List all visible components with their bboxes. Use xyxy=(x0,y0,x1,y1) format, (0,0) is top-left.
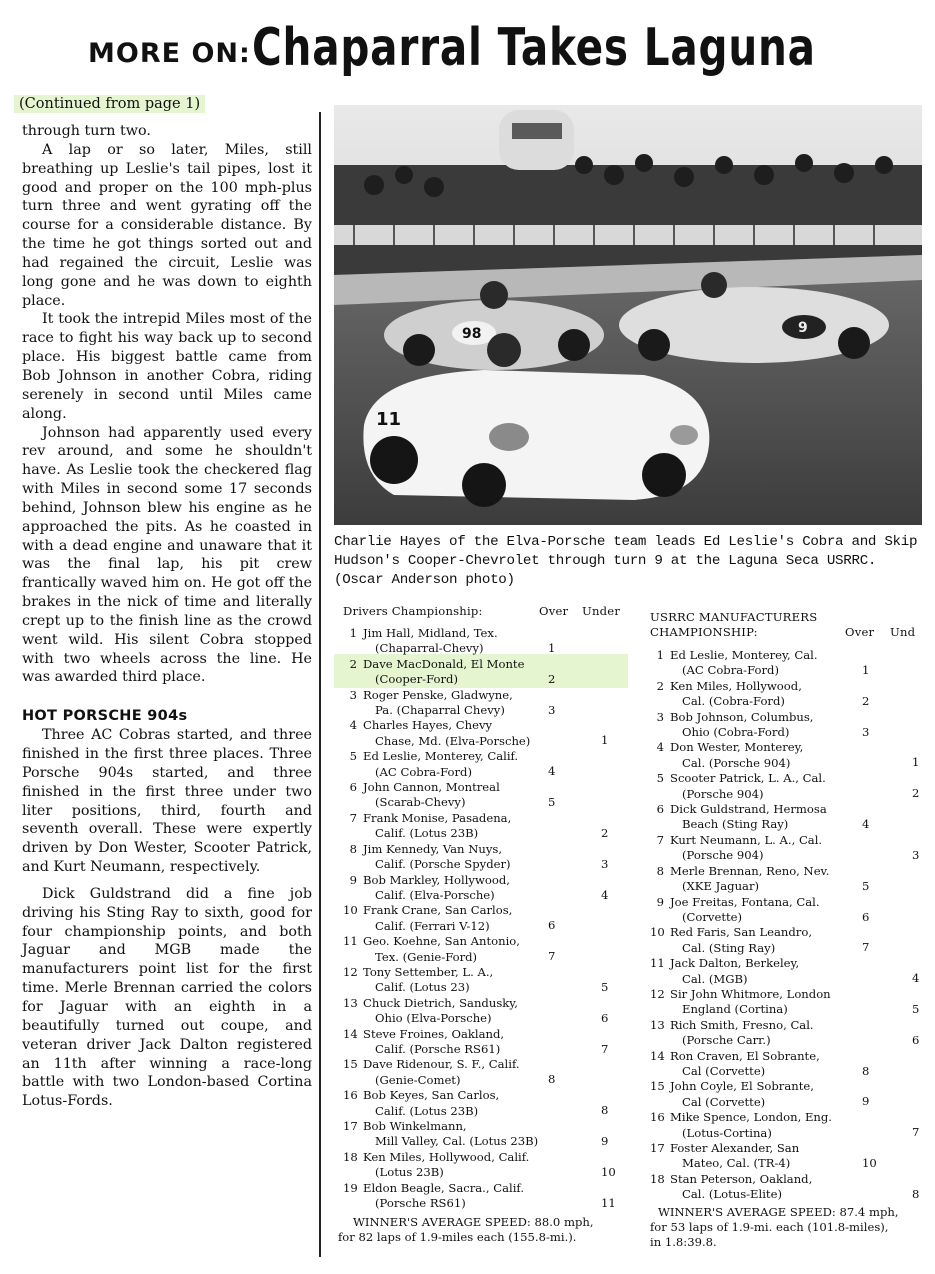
row-detail: Cal (Corvette) xyxy=(682,1063,766,1078)
row-name: Geo. Koehne, San Antonio, xyxy=(363,934,520,949)
row-detail: Pa. (Chaparral Chevy) xyxy=(375,703,505,718)
row-name: Stan Peterson, Oakland, xyxy=(670,1171,813,1186)
race-photo xyxy=(334,105,922,525)
under-points: 6 xyxy=(601,1010,609,1025)
table-row xyxy=(650,956,935,987)
over-points: 9 xyxy=(862,1094,870,1109)
row-detail: Calif. (Porsche RS61) xyxy=(375,1041,501,1056)
row-number: 7 xyxy=(656,832,664,847)
row-number: 2 xyxy=(656,678,664,693)
row-name: Chuck Dietrich, Sandusky, xyxy=(363,995,518,1010)
row-detail: Mateo, Cal. (TR-4) xyxy=(682,1156,791,1171)
article-paragraph: Dick Guldstrand did a fine job driving his Sting Ray to sixth, good for four championship points, and both Jaguar and MGB made the manufacturers point list for the first time. Merle Brennan carried the colors for Jaguar with an eighth in a beautifully turned out coupe, and veteran driver Jack Dalton registered an 11th after winning a race-long battle with two London-based Cortina Lotus-Fords. xyxy=(22,885,312,1110)
row-number: 1 xyxy=(349,626,357,640)
under-points: 3 xyxy=(601,856,609,871)
footer-line: in 1.8:39.8. xyxy=(650,1234,717,1249)
table-row xyxy=(343,1057,628,1088)
row-name: Roger Penske, Gladwyne, xyxy=(363,687,513,702)
row-number: 18 xyxy=(650,1171,665,1186)
over-points: 1 xyxy=(862,663,870,677)
table-row xyxy=(650,771,935,802)
article-paragraph: Johnson had apparently used every rev around, and some he shouldn't have. As Leslie took the checkered flag with Miles in second some 17 seconds behind, Johnson blew his engine as he approached the pits. As he coasted in with a dead engine and unaware that it was the final lap, his pit crew frantically waved him on. He got off the brakes in the nick of time and literally crept up to the finish line as the crowd went wild. His silent Cobra stopped with two wheels across the line. He was awarded third place. xyxy=(22,424,312,686)
over-points: 3 xyxy=(862,724,870,739)
row-detail: (AC Cobra-Ford) xyxy=(375,764,472,779)
row-detail: (Scarab-Chevy) xyxy=(375,795,466,810)
row-number: 17 xyxy=(343,1119,358,1133)
row-detail: (Lotus-Cortina) xyxy=(682,1125,772,1140)
row-detail: Mill Valley, Cal. (Lotus 23B) xyxy=(375,1134,539,1149)
row-name: Red Faris, San Leandro, xyxy=(670,925,813,940)
row-number: 15 xyxy=(650,1079,665,1094)
table-header xyxy=(343,604,628,626)
row-number: 3 xyxy=(656,709,664,724)
row-name: Joe Freitas, Fontana, Cal. xyxy=(670,894,820,909)
row-detail: Ohio (Cobra-Ford) xyxy=(682,725,790,740)
table-row xyxy=(650,710,935,741)
row-number: 19 xyxy=(343,1180,358,1195)
row-number: 16 xyxy=(650,1110,665,1125)
table-row xyxy=(343,996,628,1027)
col-under-header: Und xyxy=(890,625,916,639)
row-number: 2 xyxy=(349,656,357,671)
over-points: 7 xyxy=(548,949,556,964)
row-name: Ed Leslie, Monterey, Cal. xyxy=(670,648,818,662)
under-points: 10 xyxy=(601,1164,616,1179)
row-detail: (Porsche 904) xyxy=(682,786,764,801)
row-name: Frank Monise, Pasadena, xyxy=(363,810,512,825)
row-number: 17 xyxy=(650,1141,665,1155)
row-number: 14 xyxy=(650,1048,665,1063)
row-detail: Calif. (Elva-Porsche) xyxy=(375,887,495,902)
row-name: Mike Spence, London, Eng. xyxy=(670,1110,832,1125)
row-detail: Cal. (Lotus-Elite) xyxy=(682,1187,782,1202)
row-name: Steve Froines, Oakland, xyxy=(363,1026,505,1041)
article-body xyxy=(22,122,312,1111)
row-number: 15 xyxy=(343,1057,358,1072)
row-detail: (Corvette) xyxy=(682,909,743,924)
row-name: Ron Craven, El Sobrante, xyxy=(670,1048,820,1063)
row-name: Jim Kennedy, Van Nuys, xyxy=(363,841,503,856)
article-paragraph: through turn two. xyxy=(22,123,151,139)
over-points: 8 xyxy=(548,1072,556,1087)
column-divider xyxy=(319,112,321,1257)
table-row xyxy=(650,1141,935,1172)
row-detail: (Chaparral-Chevy) xyxy=(375,641,484,656)
under-points: 5 xyxy=(912,1001,920,1016)
under-points: 3 xyxy=(912,847,920,862)
row-name: Dave MacDonald, El Monte xyxy=(363,656,525,671)
row-detail: Cal. (Porsche 904) xyxy=(682,755,791,770)
row-detail: Cal. (Cobra-Ford) xyxy=(682,694,785,709)
table-row xyxy=(650,1018,935,1049)
table-row xyxy=(650,864,935,895)
row-number: 9 xyxy=(656,894,664,909)
row-detail: (XKE Jaguar) xyxy=(682,879,760,894)
row-name: John Cannon, Montreal xyxy=(363,780,500,795)
row-name: Bob Johnson, Columbus, xyxy=(670,709,814,724)
row-number: 11 xyxy=(650,956,665,971)
table-row xyxy=(343,688,628,719)
col-over-header: Over xyxy=(845,625,875,639)
row-detail: (Porsche RS61) xyxy=(375,1196,466,1211)
over-points: 8 xyxy=(862,1063,870,1078)
col-under-header: Under xyxy=(582,604,621,618)
under-points: 4 xyxy=(601,887,609,902)
row-number: 3 xyxy=(349,687,357,702)
row-detail: Cal. (Sting Ray) xyxy=(682,940,776,955)
row-number: 5 xyxy=(656,771,664,786)
under-points: 8 xyxy=(601,1103,609,1118)
table-row xyxy=(343,842,628,873)
row-number: 14 xyxy=(343,1026,358,1041)
table-row xyxy=(343,626,628,657)
under-points: 1 xyxy=(912,755,920,770)
headline-prefix: MORE ON: xyxy=(88,38,251,69)
over-points: 3 xyxy=(548,702,556,717)
table-heading: USRRC MANUFACTURERS xyxy=(650,610,818,624)
row-name: Kurt Neumann, L. A., Cal. xyxy=(670,832,823,847)
row-number: 6 xyxy=(349,780,357,795)
table-row xyxy=(343,749,628,780)
table-row xyxy=(650,987,935,1018)
row-number: 13 xyxy=(343,995,358,1010)
over-points: 6 xyxy=(548,918,556,933)
footer-line: WINNER'S AVERAGE SPEED: 88.0 mph, xyxy=(353,1215,594,1230)
table-row xyxy=(343,1119,628,1150)
row-name: Ed Leslie, Monterey, Calif. xyxy=(363,749,519,764)
row-number: 7 xyxy=(349,810,357,825)
headline-title: Chaparral Takes Laguna xyxy=(252,18,816,78)
table-row xyxy=(343,1088,628,1119)
table-row xyxy=(650,1110,935,1141)
table-row xyxy=(343,903,628,934)
over-points: 1 xyxy=(548,641,556,655)
row-number: 9 xyxy=(349,872,357,887)
table-row xyxy=(650,740,935,771)
table-row xyxy=(650,925,935,956)
row-detail: Tex. (Genie-Ford) xyxy=(375,949,478,964)
row-name: Dave Ridenour, S. F., Calif. xyxy=(363,1057,520,1072)
table-row xyxy=(650,1079,935,1110)
table-row xyxy=(343,1027,628,1058)
svg-text:11: 11 xyxy=(376,409,402,430)
row-name: Ken Miles, Hollywood, xyxy=(670,678,802,693)
row-name: Eldon Beagle, Sacra., Calif. xyxy=(363,1180,524,1195)
row-number: 12 xyxy=(650,986,665,1001)
over-points: 4 xyxy=(548,764,556,779)
over-points: 5 xyxy=(862,878,870,893)
row-name: Foster Alexander, San xyxy=(670,1141,800,1155)
article-paragraph: Three AC Cobras started, and three finished in the first three places. Three Porsche 904s started, and three finished in the first three under two liter positions, third, fourth and seventh overall. These were expertly driven by Don Wester, Scooter Patrick, and Kurt Neumann, respectively. xyxy=(22,727,312,876)
row-detail: Cal. (MGB) xyxy=(682,971,748,986)
table-row xyxy=(650,648,935,679)
table-row xyxy=(343,1150,628,1181)
row-number: 1 xyxy=(656,648,664,662)
row-detail: (Lotus 23B) xyxy=(375,1165,444,1180)
table-row xyxy=(650,1049,935,1080)
under-points: 4 xyxy=(912,971,920,986)
table-row xyxy=(343,965,628,996)
row-name: Sir John Whitmore, London xyxy=(670,986,831,1001)
row-detail: England (Cortina) xyxy=(682,1002,788,1017)
row-detail: Calif. (Ferrari V-12) xyxy=(375,918,490,933)
over-points: 2 xyxy=(862,693,870,708)
row-number: 4 xyxy=(349,718,357,733)
row-name: Don Wester, Monterey, xyxy=(670,740,804,755)
row-name: Merle Brennan, Reno, Nev. xyxy=(670,863,830,878)
race-photo-illustration xyxy=(334,105,922,525)
table-row xyxy=(343,873,628,904)
col-over-header: Over xyxy=(539,604,569,618)
row-number: 4 xyxy=(656,740,664,755)
article-subhead: HOT PORSCHE 904s xyxy=(22,708,188,725)
row-name: Bob Keyes, San Carlos, xyxy=(363,1088,500,1103)
row-number: 5 xyxy=(349,749,357,764)
table-row xyxy=(343,934,628,965)
row-name: Frank Crane, San Carlos, xyxy=(363,903,513,918)
row-name: Jack Dalton, Berkeley, xyxy=(670,956,800,971)
row-detail: Calif. (Lotus 23B) xyxy=(375,1103,479,1118)
under-points: 2 xyxy=(912,786,920,801)
row-name: Scooter Patrick, L. A., Cal. xyxy=(670,771,826,786)
table-row xyxy=(343,718,628,749)
drivers-championship-table xyxy=(338,604,628,1245)
footer-line: for 53 laps of 1.9-mi. each (101.8-miles), xyxy=(650,1219,889,1234)
row-name: Rich Smith, Fresno, Cal. xyxy=(670,1017,814,1032)
row-detail: (Porsche Carr.) xyxy=(682,1033,771,1048)
row-number: 12 xyxy=(343,964,358,979)
footer-line: for 82 laps of 1.9-miles each (155.8-mi.). xyxy=(338,1230,577,1245)
row-name: John Coyle, El Sobrante, xyxy=(670,1079,814,1094)
row-number: 13 xyxy=(650,1017,665,1032)
article-paragraph: It took the intrepid Miles most of the race to fight his way back up to second place. His biggest battle came from Bob Johnson in another Cobra, riding serenely in second until Miles came along. xyxy=(22,311,312,422)
row-name: Ken Miles, Hollywood, Calif. xyxy=(363,1149,530,1164)
under-points: 2 xyxy=(601,825,609,840)
article-paragraph: A lap or so later, Miles, still breathing up Leslie's tail pipes, lost it good and proper on the 100 mph-plus turn three and went gyrating off the course for a considerable distance. By the time he got things sorted out and had regained the circuit, Leslie was long gone and he was down to eighth place. xyxy=(22,141,312,309)
table-row xyxy=(343,811,628,842)
row-number: 18 xyxy=(343,1149,358,1164)
continued-note: (Continued from page 1) xyxy=(14,95,205,113)
row-number: 10 xyxy=(650,925,665,940)
table-footer xyxy=(338,1215,628,1245)
table-row xyxy=(650,802,935,833)
row-detail: Beach (Sting Ray) xyxy=(682,817,789,832)
row-detail: Calif. (Porsche Spyder) xyxy=(375,857,511,872)
over-points: 4 xyxy=(862,817,870,832)
under-points: 11 xyxy=(601,1195,616,1210)
row-detail: (Cooper-Ford) xyxy=(375,672,458,687)
row-detail: Cal (Corvette) xyxy=(682,1094,766,1109)
row-number: 8 xyxy=(656,863,664,878)
row-number: 8 xyxy=(349,841,357,856)
under-points: 1 xyxy=(601,733,609,748)
table-row xyxy=(343,657,628,688)
table-heading: Drivers Championship: xyxy=(343,604,483,618)
over-points: 7 xyxy=(862,940,870,955)
table-row xyxy=(650,1172,935,1203)
headline xyxy=(88,8,848,88)
row-detail: Ohio (Elva-Porsche) xyxy=(375,1011,492,1026)
row-detail: Calif. (Lotus 23) xyxy=(375,980,470,995)
svg-text:9: 9 xyxy=(798,320,808,336)
under-points: 9 xyxy=(601,1134,609,1148)
row-detail: Chase, Md. (Elva-Porsche) xyxy=(375,733,531,748)
row-detail: Calif. (Lotus 23B) xyxy=(375,826,479,841)
row-name: Charles Hayes, Chevy xyxy=(363,718,493,733)
row-number: 6 xyxy=(656,802,664,817)
table-row xyxy=(343,780,628,811)
row-name: Jim Hall, Midland, Tex. xyxy=(363,626,498,640)
table-row xyxy=(650,679,935,710)
photo-caption: Charlie Hayes of the Elva-Porsche team leads Ed Leslie's Cobra and Skip Hudson's Cooper-Chevrolet through turn 9 at the Laguna Seca USRRC. (Oscar Anderson photo) xyxy=(334,534,918,588)
under-points: 5 xyxy=(601,979,609,994)
under-points: 7 xyxy=(912,1125,920,1140)
over-points: 6 xyxy=(862,909,870,924)
row-detail: (Genie-Comet) xyxy=(375,1072,461,1087)
over-points: 5 xyxy=(548,795,556,810)
under-points: 8 xyxy=(912,1186,920,1201)
under-points: 7 xyxy=(601,1041,609,1056)
row-name: Dick Guldstrand, Hermosa xyxy=(670,802,827,817)
row-detail: (Porsche 904) xyxy=(682,848,764,863)
table-header xyxy=(650,610,935,644)
svg-text:98: 98 xyxy=(462,326,482,342)
manufacturers-championship-table xyxy=(650,610,935,1250)
table-row xyxy=(650,895,935,926)
over-points: 2 xyxy=(548,671,556,686)
footer-line: WINNER'S AVERAGE SPEED: 87.4 mph, xyxy=(658,1204,899,1219)
table-row xyxy=(650,833,935,864)
row-number: 10 xyxy=(343,903,358,918)
under-points: 6 xyxy=(912,1032,920,1047)
table-footer xyxy=(650,1205,935,1250)
row-number: 16 xyxy=(343,1088,358,1103)
table-heading: CHAMPIONSHIP: xyxy=(650,625,758,640)
table-row xyxy=(343,1181,628,1212)
row-name: Tony Settember, L. A., xyxy=(363,964,494,979)
over-points: 10 xyxy=(862,1156,877,1170)
row-name: Bob Winkelmann, xyxy=(363,1119,467,1133)
row-detail: (AC Cobra-Ford) xyxy=(682,663,779,678)
row-number: 11 xyxy=(343,934,358,949)
row-name: Bob Markley, Hollywood, xyxy=(363,872,510,887)
